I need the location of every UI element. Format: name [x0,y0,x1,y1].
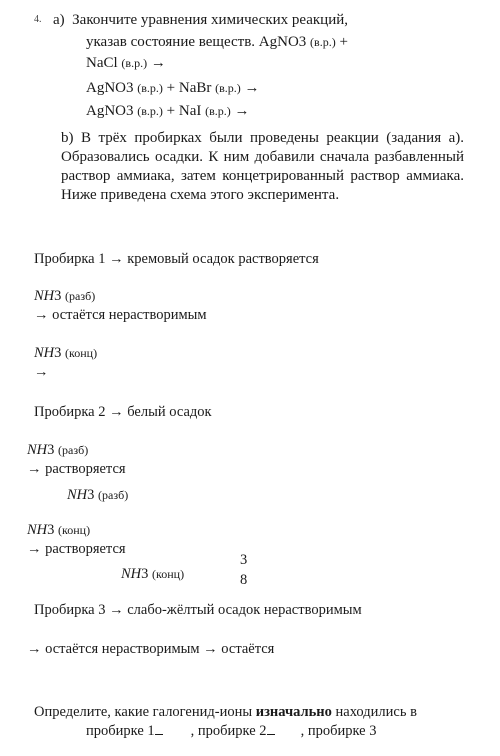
question-line2 [86,722,376,740]
eq2-arrow: → [244,80,260,96]
answer-tube2-blank[interactable] [267,722,275,735]
tube2-nh3-sub: 3 [47,442,55,458]
plus-sign: + [339,34,348,50]
tube1-nh3-formula: NH [34,288,55,304]
eq3-state-b: (в.р.) [205,104,231,118]
part-b-paragraph: b) В трёх пробирках были проведены реакции (задания а). Образовались осадки. К ним добавили сначала разбавленный раствор аммиака, затем концетрированный раствор аммиака. Ниже приведена схема этого эксперимента. [61,130,464,203]
eq2-state-b: (в.р.) [215,81,241,95]
tube2-nh3-formula-2: NH [67,487,88,503]
tube2-nh3-conc [27,522,90,539]
equation-1 [86,55,166,72]
tube2-title: Пробирка 2 → белый осадок [34,404,212,420]
tube2-nh3-formula: NH [27,442,48,458]
answer-tube1-label: пробирке 1 [86,723,155,739]
tube2-conc-label-2: (конц) [152,567,185,581]
answer-tube1-blank[interactable] [155,722,163,735]
equation-2 [86,80,260,97]
tube1-nh3-dilute [34,288,95,305]
part-a-instruction: указав состояние веществ. AgNO3 [86,34,307,50]
tube2-result2: → растворяется [27,541,126,557]
part-a-label: a) [53,12,65,28]
tube2-nh3-sub-3: 3 [47,522,55,538]
eq3-state-a: (в.р.) [137,104,163,118]
question-text-1: Определите, какие галогенид-ионы [34,704,253,720]
tube3-result: → остаётся нерастворимым → остаётся [27,641,275,657]
tube1-nh3-conc [34,345,97,362]
state-label: (в.р.) [310,35,336,49]
question-line1 [34,704,417,721]
tube1-dilute-label: (разб) [65,289,96,303]
answer-tube2-label: , пробирке 2 [190,723,267,739]
task-number: 4. [34,14,42,25]
question-text-2: находились в [335,704,417,720]
tube2-nh3-sub-4: 3 [141,566,149,582]
tube2-nh3-formula-4: NH [121,566,142,582]
tube1-result1: → остаётся нерастворимым [34,307,207,323]
tube2-nh3-sub-2: 3 [87,487,95,503]
tube2-nh3-formula-3: NH [27,522,48,538]
tube2-dilute-label: (разб) [58,443,89,457]
eq2-state-a: (в.р.) [137,81,163,95]
eq2-reactant-b: + NaBr [166,80,212,96]
tube1-nh3-sub-2: 3 [54,345,62,361]
part-a-line1 [53,12,348,29]
eq3-reactant-a: AgNO3 [86,103,134,119]
eq3-reactant-b: + NaI [166,103,202,119]
tube2-nh3-conc-2 [121,566,184,583]
eq1-state: (в.р.) [121,56,148,70]
tube2-conc-label: (конц) [58,523,91,537]
tube1-conc-label: (конц) [65,346,98,360]
tube2-nh3-dilute [27,442,88,459]
tube2-nh3-dilute-2 [67,487,128,504]
fraction-top: 3 [240,552,248,568]
tube1-nh3-sub: 3 [54,288,62,304]
tube1-result2: → [34,364,49,380]
question-bold-word: изначально [255,704,332,720]
eq3-arrow: → [234,103,250,119]
tube1-title: Пробирка 1 → кремовый осадок растворяется [34,251,319,267]
part-a-heading: Закончите уравнения химических реакций, [72,12,349,28]
fraction-bottom: 8 [240,572,248,588]
tube3-title: Пробирка 3 → слабо-жёлтый осадок нерастворимым [34,602,362,618]
tube2-result1: → растворяется [27,461,126,477]
eq1-arrow: → [150,55,166,71]
eq1-reactant: NaCl [86,55,118,71]
equation-3 [86,103,250,120]
eq2-reactant-a: AgNO3 [86,80,134,96]
tube1-nh3-formula-2: NH [34,345,55,361]
answer-tube3-label: , пробирке 3 [300,723,377,739]
part-a-line2 [86,34,348,51]
tube2-dilute-label-2: (разб) [98,488,129,502]
